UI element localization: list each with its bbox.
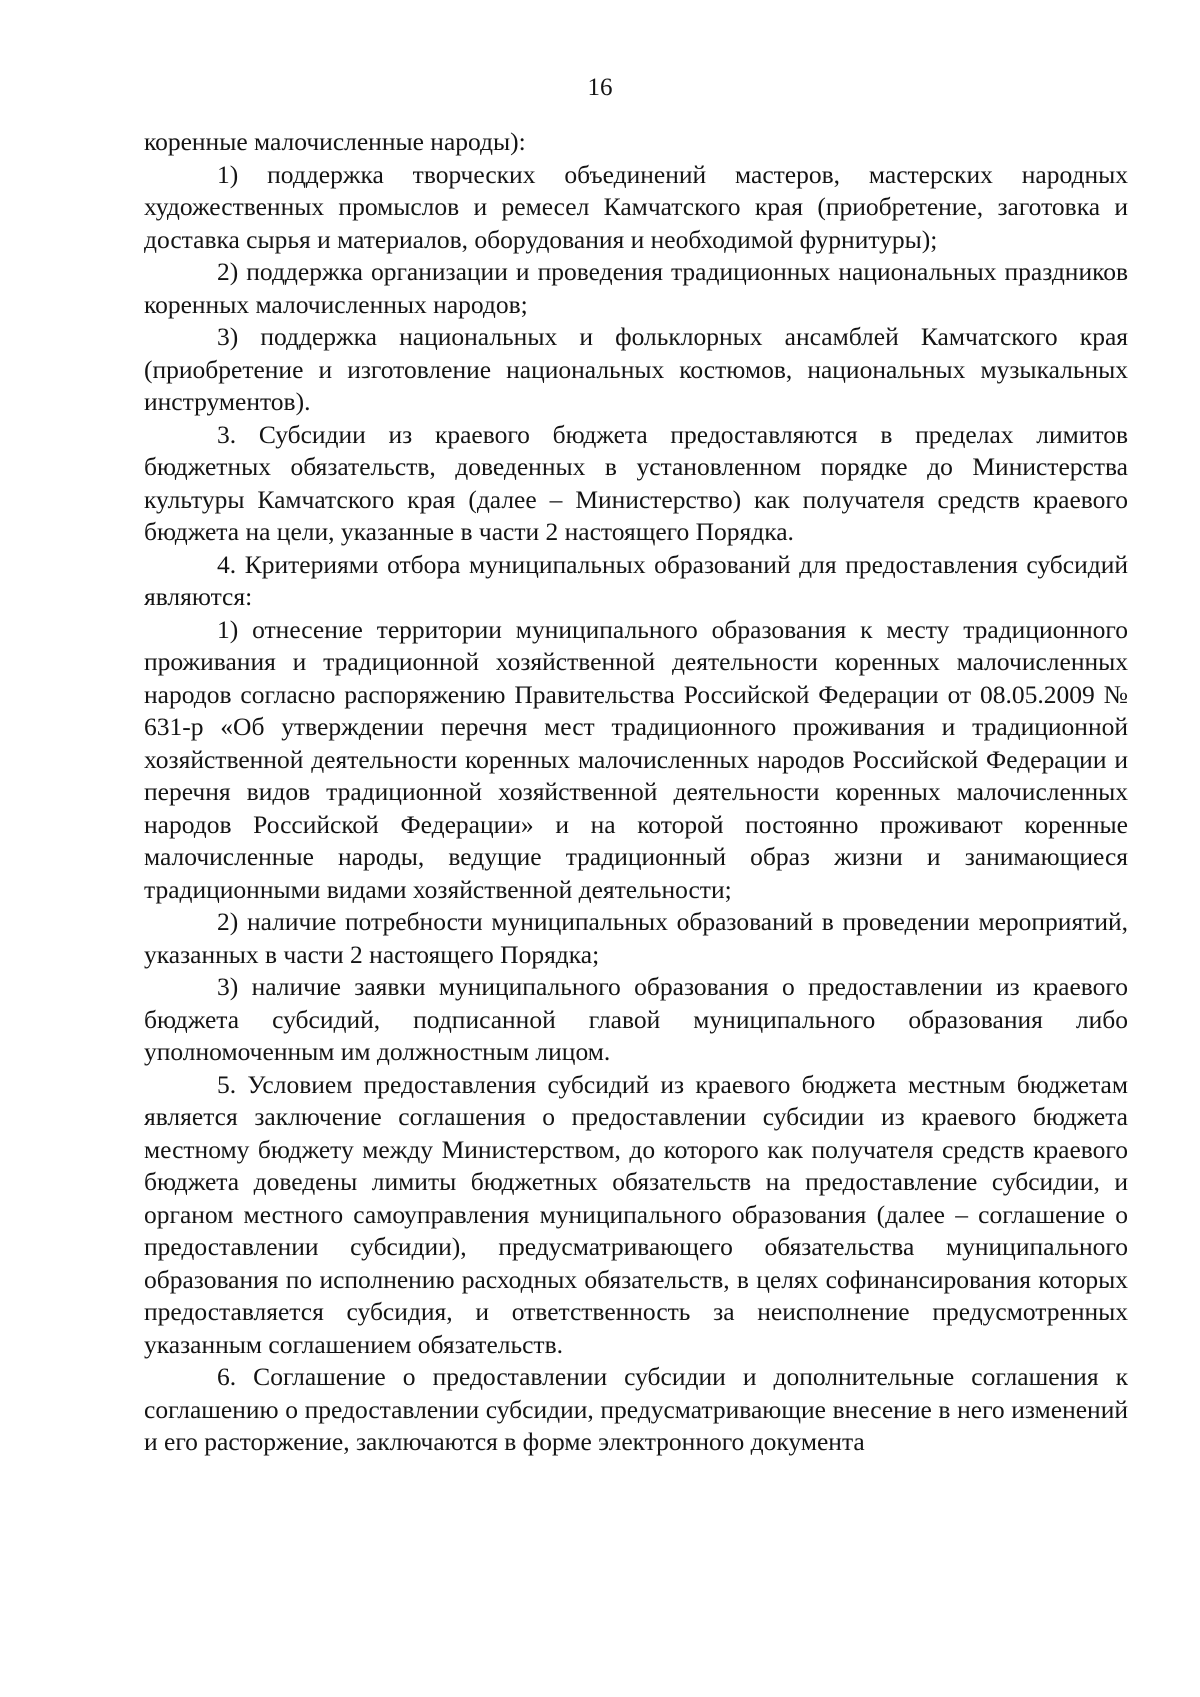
paragraph-clause-5: 5. Условием предоставления субсидий из краевого бюджета местным бюджетам является заключение соглашения о предоставлении субсидии из краевого бюджета местному бюджету между Министерством, до которого как получателя средств краевого бюджета доведены лимиты бюджетных обязательств на предоставление субсидии, и органом местного самоуправления муниципального образования (далее – соглашение о предоставлении субсидии), предусматривающего обязательства муниципального образования по исполнению расходных обязательств, в целях софинансирования которых предоставляется субсидия, и ответственность за неисполнение предусмотренных указанным соглашением обязательств. [144,1069,1128,1359]
page-number: 16 [587,74,613,101]
paragraph-clause-6: 6. Соглашение о предоставлении субсидии и дополнительные соглашения к соглашению о предоставлении субсидии, предусматривающие внесение в него изменений и его расторжение, заключаются в форме электронного документа [144,1362,1128,1456]
paragraph-item-1-crafts: 1) поддержка творческих объединений мастеров, мастерских народных художественных промыслов и ремесел Камчатского края (приобретение, заготовка и доставка сырья и материалов, оборудования и необходимой фурнитуры); [144,159,1128,254]
paragraph-clause-4: 4. Критериями отбора муниципальных образований для предоставления субсидий являются: [144,549,1128,611]
paragraph-criterion-1: 1) отнесение территории муниципального образования к месту традиционного проживания и традиционной хозяйственной деятельности коренных малочисленных народов согласно распоряжению Правительства Российской Федерации от 08.05.2009 № 631-р «Об утверждении перечня мест традиционного проживания и традиционной хозяйственной деятельности коренных малочисленных народов Российской Федерации и перечня видов традиционной хозяйственной деятельности коренных малочисленных народов Российской Федерации» и на которой постоянно проживают коренные малочисленные народы, ведущие традиционный образ жизни и занимающиеся традиционными видами хозяйственной деятельности; [144,614,1128,904]
paragraph-criterion-3: 3) наличие заявки муниципального образования о предоставлении из краевого бюджета субсидий, подписанной главой муниципального образования либо уполномоченным им должностным лицом. [144,972,1128,1066]
paragraph-clause-3: 3. Субсидии из краевого бюджета предоставляются в пределах лимитов бюджетных обязательств, доведенных в установленном порядке до Министерства культуры Камчатского края (далее – Министерство) как получателя средств краевого бюджета на цели, указанные в части 2 настоящего Порядка. [144,419,1128,546]
paragraph-item-3-ensembles: 3) поддержка национальных и фольклорных ансамблей Камчатского края (приобретение и изготовление национальных костюмов, национальных музыкальных инструментов). [144,322,1128,416]
paragraph-criterion-2: 2) наличие потребности муниципальных образований в проведении мероприятий, указанных в части 2 настоящего Порядка; [144,907,1128,969]
paragraph-item-2-holidays: 2) поддержка организации и проведения традиционных национальных праздников коренных малочисленных народов; [144,257,1128,319]
paragraph-continuation: коренные малочисленные народы): [144,127,526,156]
document-body [144,126,1128,1459]
